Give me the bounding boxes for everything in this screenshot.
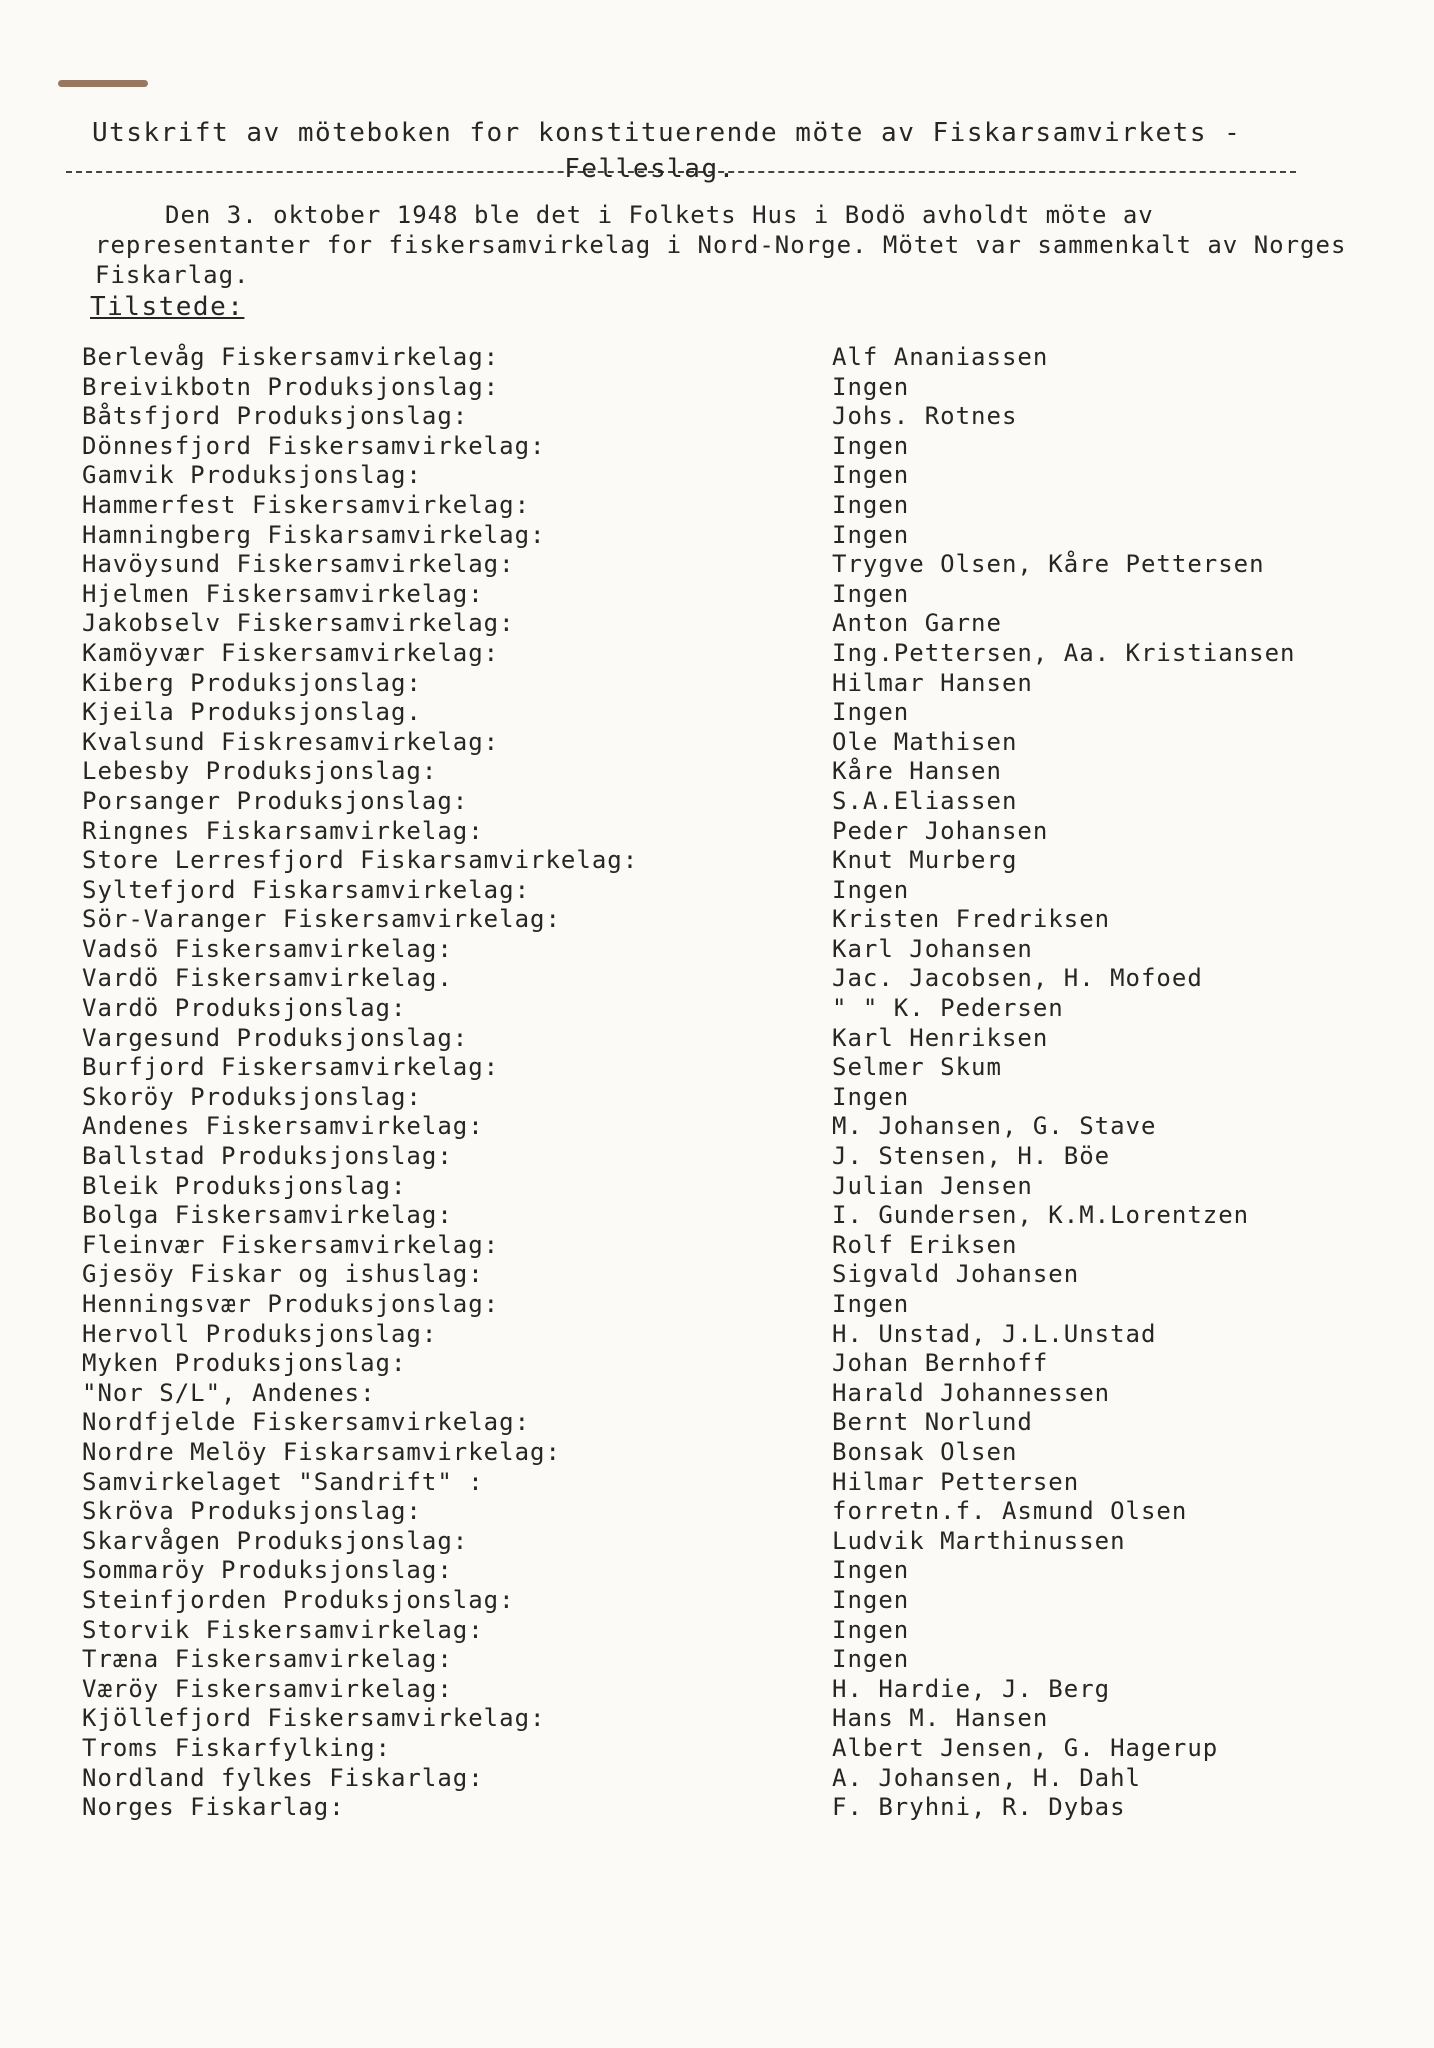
attendee-representative: Trygve Olsen, Kåre Pettersen: [832, 550, 1265, 579]
attendee-representative: S.A.Eliassen: [832, 786, 1018, 815]
attendee-representative: Ingen: [832, 1585, 910, 1614]
attendee-organization: Skoröy Produksjonslag:: [82, 1082, 422, 1111]
attendee-organization: Skarvågen Produksjonslag:: [82, 1526, 469, 1555]
attendee-organization: Lebesby Produksjonslag:: [82, 757, 438, 786]
attendee-representative: Ludvik Marthinussen: [832, 1526, 1126, 1555]
attendee-organization: Sommaröy Produksjonslag:: [82, 1556, 453, 1585]
representatives-column: [832, 343, 1412, 1823]
attendee-organization: Porsanger Produksjonslag:: [82, 786, 469, 815]
attendee-representative: Ingen: [832, 1290, 910, 1318]
attendee-organization: Nordland fylkes Fiskarlag:: [82, 1763, 484, 1792]
attendee-representative: Kristen Fredriksen: [832, 905, 1111, 934]
attendee-organization: Gjesöy Fiskar og ishuslag:: [82, 1260, 484, 1289]
attendees-heading: Tilstede:: [90, 292, 245, 322]
attendee-representative: Ingen: [832, 875, 910, 904]
attendee-organization: Gamvik Produksjonslag:: [82, 461, 422, 490]
attendee-organization: Hammerfest Fiskersamvirkelag:: [82, 490, 531, 519]
attendee-organization: Storvik Fiskersamvirkelag:: [82, 1615, 484, 1644]
attendee-representative: " " K. Pedersen: [832, 994, 1064, 1023]
intro-paragraph: [95, 200, 1355, 290]
attendee-organization: "Nor S/L", Andenes:: [82, 1378, 376, 1407]
attendee-organization: Nordfjelde Fiskersamvirkelag:: [82, 1408, 531, 1437]
attendee-representative: Johs. Rotnes: [832, 402, 1018, 431]
attendee-organization: Vargesund Produksjonslag:: [82, 1023, 469, 1052]
document-title: Utskrift av möteboken for konstituerende möte av Fiskarsamvirkets -: [92, 118, 1242, 148]
attendee-organization: Ballstad Produksjonslag:: [82, 1142, 453, 1171]
attendee-representative: Kåre Hansen: [832, 757, 1002, 786]
attendee-representative: Knut Murberg: [832, 846, 1018, 875]
organizations-column: [82, 343, 802, 1823]
attendee-organization: Henningsvær Produksjonslag:: [82, 1290, 500, 1318]
attendee-organization: Burfjord Fiskersamvirkelag:: [82, 1053, 500, 1082]
attendee-representative: M. Johansen, G. Stave: [832, 1112, 1157, 1141]
attendee-representative: H. Hardie, J. Berg: [832, 1674, 1111, 1703]
attendee-organization: Jakobselv Fiskersamvirkelag:: [82, 609, 515, 638]
attendee-representative: Ingen: [832, 520, 910, 549]
attendee-representative: forretn.f. Asmund Olsen: [832, 1497, 1188, 1526]
attendee-representative: Ingen: [832, 461, 910, 490]
attendee-representative: A. Johansen, H. Dahl: [832, 1763, 1141, 1792]
attendee-representative: Ingen: [832, 1615, 910, 1644]
attendee-representative: Hilmar Pettersen: [832, 1467, 1080, 1496]
attendee-organization: Fleinvær Fiskersamvirkelag:: [82, 1230, 500, 1259]
attendee-organization: Norges Fiskarlag:: [82, 1793, 345, 1822]
attendee-organization: Sör-Varanger Fiskersamvirkelag:: [82, 905, 561, 934]
attendee-organization: Træna Fiskersamvirkelag:: [82, 1645, 453, 1674]
intro-text: Den 3. oktober 1948 ble det i Folkets Hus i Bodö avholdt möte av representanter for fiskersamvirkelag i Nord-Norge. Mötet var sammenkalt av Norges Fiskarlag.: [95, 201, 1347, 289]
attendee-organization: Kiberg Produksjonslag:: [82, 668, 422, 697]
attendee-representative: Hans M. Hansen: [832, 1704, 1049, 1733]
attendee-representative: Selmer Skum: [832, 1053, 1002, 1082]
attendee-organization: Væröy Fiskersamvirkelag:: [82, 1674, 453, 1703]
attendee-representative: I. Gundersen, K.M.Lorentzen: [832, 1201, 1250, 1230]
attendee-organization: Vardö Fiskersamvirkelag.: [82, 964, 453, 993]
attendee-organization: Andenes Fiskersamvirkelag:: [82, 1112, 484, 1141]
attendee-organization: Breivikbotn Produksjonslag:: [82, 372, 500, 401]
attendee-organization: Kvalsund Fiskresamvirkelag:: [82, 727, 500, 756]
attendee-representative: Bonsak Olsen: [832, 1437, 1018, 1466]
attendee-representative: F. Bryhni, R. Dybas: [832, 1793, 1126, 1822]
attendee-representative: Ingen: [832, 431, 910, 460]
attendee-representative: Julian Jensen: [832, 1171, 1033, 1200]
attendee-organization: Skröva Produksjonslag:: [82, 1497, 422, 1526]
attendee-representative: Johan Bernhoff: [832, 1349, 1049, 1378]
attendee-representative: Bernt Norlund: [832, 1408, 1033, 1437]
attendee-organization: Bolga Fiskersamvirkelag:: [82, 1201, 453, 1230]
attendee-organization: Kjöllefjord Fiskersamvirkelag:: [82, 1704, 546, 1733]
attendee-organization: Steinfjorden Produksjonslag:: [82, 1585, 515, 1614]
attendee-representative: Ing.Pettersen, Aa. Kristiansen: [832, 638, 1296, 667]
attendee-representative: Karl Johansen: [832, 934, 1033, 963]
attendee-organization: Kjeila Produksjonslag.: [82, 698, 422, 727]
attendee-organization: Syltefjord Fiskarsamvirkelag:: [82, 875, 531, 904]
attendee-organization: Myken Produksjonslag:: [82, 1349, 407, 1378]
attendee-representative: Ingen: [832, 1645, 910, 1674]
attendee-organization: Berlevåg Fiskersamvirkelag:: [82, 343, 500, 371]
attendee-representative: Ole Mathisen: [832, 727, 1018, 756]
attendee-representative: Ingen: [832, 1556, 910, 1585]
attendee-representative: Peder Johansen: [832, 816, 1049, 845]
attendee-organization: Kamöyvær Fiskersamvirkelag:: [82, 638, 500, 667]
attendee-organization: Nordre Melöy Fiskarsamvirkelag:: [82, 1437, 561, 1466]
attendee-organization: Vadsö Fiskersamvirkelag:: [82, 934, 453, 963]
attendee-representative: Ingen: [832, 372, 910, 401]
attendee-representative: Karl Henriksen: [832, 1023, 1049, 1052]
attendee-organization: Hervoll Produksjonslag:: [82, 1319, 438, 1348]
attendee-organization: Havöysund Fiskersamvirkelag:: [82, 550, 515, 579]
attendee-organization: Ringnes Fiskarsamvirkelag:: [82, 816, 484, 845]
attendee-organization: Vardö Produksjonslag:: [82, 994, 407, 1023]
attendee-organization: Samvirkelaget "Sandrift" :: [82, 1467, 484, 1496]
attendee-representative: Jac. Jacobsen, H. Mofoed: [832, 964, 1203, 993]
document-title-continued: Felleslag.: [564, 154, 736, 184]
attendee-organization: Båtsfjord Produksjonslag:: [82, 402, 469, 431]
attendee-organization: Troms Fiskarfylking:: [82, 1733, 391, 1762]
attendee-representative: Ingen: [832, 698, 910, 727]
attendee-organization: Bleik Produksjonslag:: [82, 1171, 407, 1200]
attendee-representative: J. Stensen, H. Böe: [832, 1142, 1111, 1171]
attendee-representative: Albert Jensen, G. Hagerup: [832, 1733, 1219, 1762]
attendee-organization: Dönnesfjord Fiskersamvirkelag:: [82, 431, 546, 460]
attendee-representative: Ingen: [832, 490, 910, 519]
attendee-representative: Sigvald Johansen: [832, 1260, 1080, 1289]
attendee-organization: Hjelmen Fiskersamvirkelag:: [82, 579, 484, 608]
attendee-organization: Hamningberg Fiskarsamvirkelag:: [82, 520, 546, 549]
attendee-representative: Hilmar Hansen: [832, 668, 1033, 697]
attendee-organization: Store Lerresfjord Fiskarsamvirkelag:: [82, 846, 639, 875]
ink-smudge: [58, 80, 148, 87]
attendee-representative: Ingen: [832, 1082, 910, 1111]
attendee-representative: Alf Ananiassen: [832, 343, 1049, 371]
attendee-representative: Rolf Eriksen: [832, 1230, 1018, 1259]
attendee-representative: H. Unstad, J.L.Unstad: [832, 1319, 1157, 1348]
attendee-representative: Harald Johannessen: [832, 1378, 1111, 1407]
attendee-representative: Anton Garne: [832, 609, 1002, 638]
attendee-representative: Ingen: [832, 579, 910, 608]
